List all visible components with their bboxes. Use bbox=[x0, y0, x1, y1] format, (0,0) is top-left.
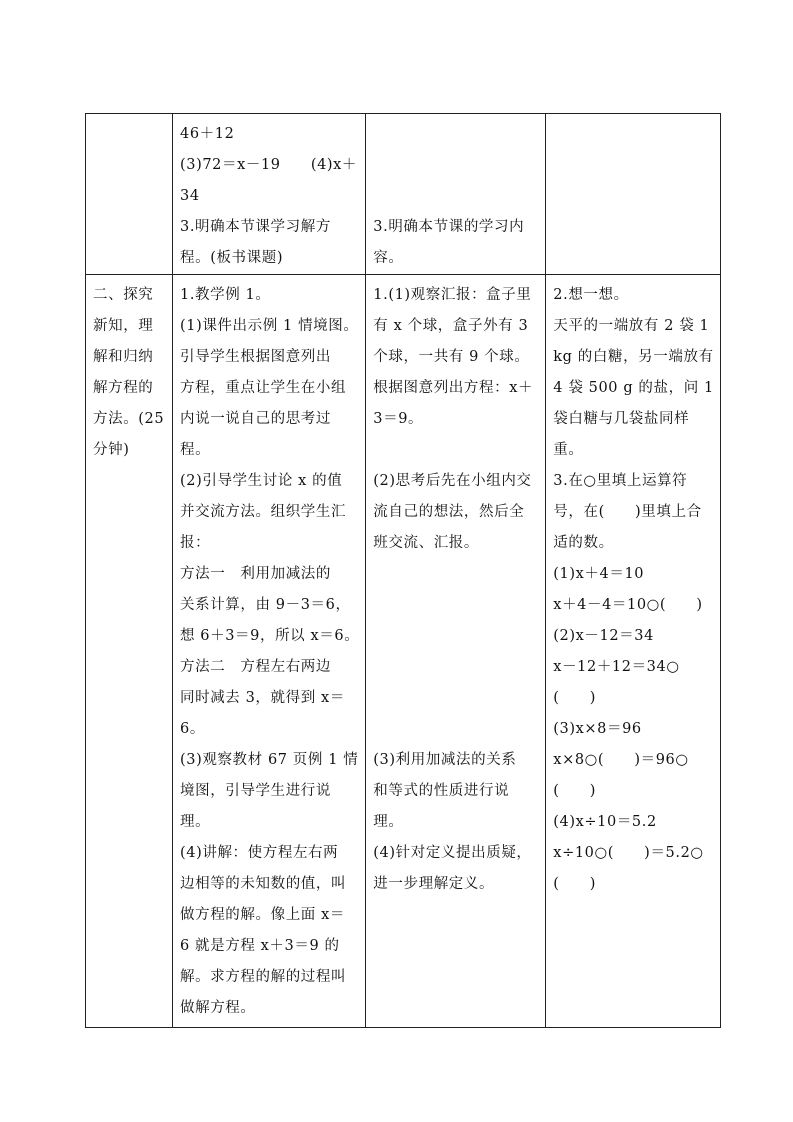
blank-line bbox=[373, 435, 539, 466]
text-line: 流自己的想法，然后全 bbox=[373, 504, 525, 520]
student-activity-cell bbox=[366, 114, 546, 275]
text-line: 和等式的性质进行说 bbox=[373, 783, 510, 799]
blank-line bbox=[373, 150, 539, 181]
text-line: 理。 bbox=[373, 814, 404, 830]
text-line: (3)观察教材 67 页例 1 情 bbox=[180, 752, 359, 768]
text-line: (2)引导学生讨论 x 的值 bbox=[180, 473, 343, 489]
text-line: (3)x×8＝96 bbox=[553, 721, 642, 737]
teacher-activity-cell bbox=[173, 114, 366, 275]
text-line: 个球，一共有 9 个球。 bbox=[373, 349, 530, 365]
text-line: 做解方程。 bbox=[180, 1000, 256, 1016]
stage-cell bbox=[86, 114, 173, 275]
text-line: 报： bbox=[180, 535, 211, 551]
text-line: 同时减去 3，就得到 x＝ bbox=[180, 690, 345, 706]
text-line: (4)针对定义提出质疑， bbox=[373, 845, 532, 861]
exercise-cell bbox=[546, 275, 721, 1028]
student-activity-cell bbox=[366, 275, 546, 1028]
text-line: 程。 bbox=[180, 442, 211, 458]
stage-cell bbox=[86, 275, 173, 1028]
text-line: 3.在○里填上运算符 bbox=[553, 473, 688, 489]
table-row bbox=[86, 114, 721, 275]
text-line: 方法一 利用加减法的 bbox=[180, 566, 331, 582]
text-line: 内说一说自己的思考过 bbox=[180, 411, 331, 427]
blank-line bbox=[373, 181, 539, 212]
text-line: 想 6＋3＝9，所以 x＝6。 bbox=[180, 628, 360, 644]
text-line: 根据图意列出方程：x＋ bbox=[373, 380, 534, 396]
text-line: ( ) bbox=[553, 783, 597, 799]
text-line: 境图，引导学生进行说 bbox=[180, 783, 331, 799]
text-line: 34 bbox=[180, 188, 200, 204]
text-line: (3)利用加减法的关系 bbox=[373, 752, 517, 768]
text-line: 解和归纳 bbox=[93, 349, 154, 365]
text-line: 方法。(25 bbox=[93, 411, 165, 427]
text-line: (3)72＝x－19 (4)x＋ bbox=[180, 157, 358, 173]
text-line: 袋白糖与几袋盐同样 bbox=[553, 411, 690, 427]
text-line: x＋4－4＝10○( ) bbox=[553, 597, 703, 613]
text-line: 解。求方程的解的过程叫 bbox=[180, 969, 347, 985]
text-line: 2.想一想。 bbox=[553, 287, 629, 303]
text-line: 容。 bbox=[373, 250, 404, 266]
text-line: x－12＋12＝34○ bbox=[553, 659, 680, 675]
text-line: x÷10○( )＝5.2○ bbox=[553, 845, 704, 861]
exercise-cell bbox=[546, 114, 721, 275]
text-line: 进一步理解定义。 bbox=[373, 876, 495, 892]
text-line: kg 的白糖，另一端放有 bbox=[553, 349, 714, 365]
text-line: 班交流、汇报。 bbox=[373, 535, 479, 551]
text-line: 天平的一端放有 2 袋 1 bbox=[553, 318, 710, 334]
text-line: 重。 bbox=[553, 442, 584, 458]
student-activity-bottom bbox=[373, 745, 539, 900]
text-line: 46＋12 bbox=[180, 126, 235, 142]
text-line: 关系计算，由 9－3＝6， bbox=[180, 597, 351, 613]
blank-line bbox=[373, 119, 539, 150]
text-line: 6 就是方程 x＋3＝9 的 bbox=[180, 938, 340, 954]
text-line: 分钟) bbox=[93, 442, 130, 458]
table-row bbox=[86, 275, 721, 1028]
lesson-plan-table bbox=[85, 113, 721, 1028]
text-line: 方法二 方程左右两边 bbox=[180, 659, 331, 675]
text-line: 方程，重点让学生在小组 bbox=[180, 380, 347, 396]
teacher-activity-cell bbox=[173, 275, 366, 1028]
text-line: x×8○( )＝96○ bbox=[553, 752, 689, 768]
text-line: 边相等的未知数的值，叫 bbox=[180, 876, 347, 892]
text-line: 理。 bbox=[180, 814, 211, 830]
text-line: (4)讲解：使方程左右两 bbox=[180, 845, 339, 861]
text-line: 1.教学例 1。 bbox=[180, 287, 271, 303]
text-line: (1)课件出示例 1 情境图。 bbox=[180, 318, 359, 334]
student-activity-top bbox=[373, 280, 539, 559]
text-line: 3.明确本节课学习解方 bbox=[180, 219, 331, 235]
text-line: 适的数。 bbox=[553, 535, 614, 551]
text-line: 引导学生根据图意列出 bbox=[180, 349, 331, 365]
text-line: 号，在( )里填上合 bbox=[553, 504, 702, 520]
text-line: 并交流方法。组织学生汇 bbox=[180, 504, 347, 520]
text-line: 新知，理 bbox=[93, 318, 154, 334]
text-line: (4)x÷10＝5.2 bbox=[553, 814, 657, 830]
text-line: 做方程的解。像上面 x＝ bbox=[180, 907, 345, 923]
text-line: (2)思考后先在小组内交 bbox=[373, 473, 532, 489]
text-line: 有 x 个球，盒子外有 3 bbox=[373, 318, 529, 334]
text-line: ( ) bbox=[553, 690, 597, 706]
text-line: 6。 bbox=[180, 721, 205, 737]
text-line: 二、探究 bbox=[93, 287, 154, 303]
text-line: 3.明确本节课的学习内 bbox=[373, 219, 525, 235]
text-line: 4 袋 500 g 的盐，问 1 bbox=[553, 380, 714, 396]
spacer bbox=[373, 559, 539, 745]
text-line: (2)x－12＝34 bbox=[553, 628, 654, 644]
text-line: ( ) bbox=[553, 876, 597, 892]
text-line: (1)x＋4＝10 bbox=[553, 566, 645, 582]
text-line: 解方程的 bbox=[93, 380, 154, 396]
text-line: 1.(1)观察汇报：盒子里 bbox=[373, 287, 532, 303]
text-line: 3＝9。 bbox=[373, 411, 424, 427]
text-line: 程。(板书课题) bbox=[180, 250, 284, 266]
